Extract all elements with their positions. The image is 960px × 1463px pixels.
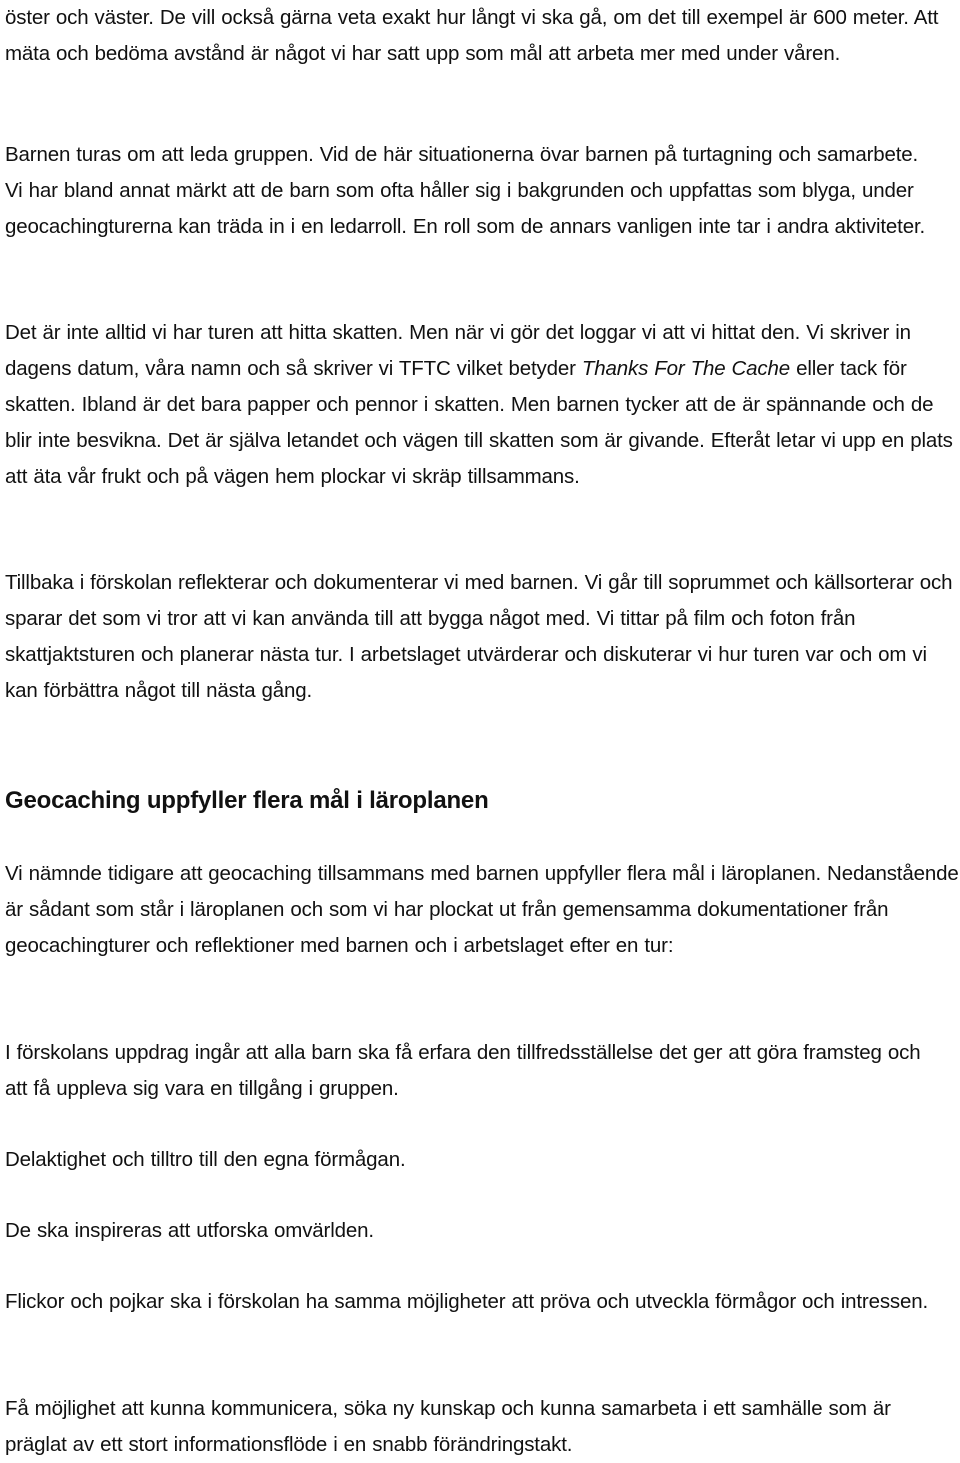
paragraph-skatten-part1: Det är inte alltid vi har turen att hitta skatten. Men när vi gör det loggar vi att vi hittat den. Vi skriver in dagens datum, våra namn och så skriver vi TFTC vilket betyder <box>5 321 911 380</box>
paragraph-flickor: Flickor och pojkar ska i förskolan ha samma möjligheter att pröva och utveckla förmågor och intressen. <box>5 1290 929 1313</box>
paragraph-skatten-part2: eller tack för skatten. Ibland är det bara papper och pennor i skatten. Men barnen tycker att de är spännande och de blir inte besvikna. Det är själva letandet och vägen till skatten som är givande. Efteråt letar vi upp en plats att äta vår frukt och på vägen hem plockar vi skräp tillsammans. <box>5 357 953 488</box>
paragraph-turtagning: Barnen turas om att leda gruppen. Vid de här situationerna övar barnen på turtagning och samarbete. Vi har bland annat märkt att de barn som ofta håller sig i bakgrunden och uppfattas som blyga, under geocachingturerna kan träda in i en ledarroll. En roll som de annars vanligen inte tar i andra aktiviteter. <box>5 143 926 238</box>
paragraph-namnde: Vi nämnde tidigare att geocaching tillsammans med barnen uppfyller flera mål i läroplanen. Nedanstående är sådant som står i läroplanen och som vi har plockat ut från gemensamma dokumentationer från geocachingturer och reflektioner med barnen och i arbetslaget efter en tur: <box>5 862 959 957</box>
paragraph-skatten <box>5 315 960 495</box>
section-heading: Geocaching uppfyller flera mål i läroplanen <box>5 787 489 814</box>
paragraph-skatten-italic: Thanks For The Cache <box>581 357 791 380</box>
paragraph-forskolan: Tillbaka i förskolan reflekterar och dokumenterar vi med barnen. Vi går till soprummet och källsorterar och sparar det som vi tror att vi kan använda till att bygga något med. Vi tittar på film och foton från skattjaktsturen och planerar nästa tur. I arbetslaget utvärderar och diskuterar vi hur turen var och om vi kan förbättra något till nästa gång. <box>5 571 953 702</box>
paragraph-uppdrag: I förskolans uppdrag ingår att alla barn ska få erfara den tillfredsställelse det ger att göra framsteg och att få uppleva sig vara en tillgång i gruppen. <box>5 1041 921 1100</box>
paragraph-intro: öster och väster. De vill också gärna veta exakt hur långt vi ska gå, om det till exempel är 600 meter. Att mäta och bedöma avstånd är något vi har satt upp som mål att arbeta mer med under våren. <box>5 6 939 65</box>
paragraph-kommunicera: Få möjlighet att kunna kommunicera, söka ny kunskap och kunna samarbeta i ett samhälle som är präglat av ett stort informationsflöde i en snabb förändringstakt. <box>5 1397 891 1456</box>
paragraph-inspireras: De ska inspireras att utforska omvärlden. <box>5 1219 374 1242</box>
paragraph-delaktighet: Delaktighet och tilltro till den egna förmågan. <box>5 1148 406 1171</box>
